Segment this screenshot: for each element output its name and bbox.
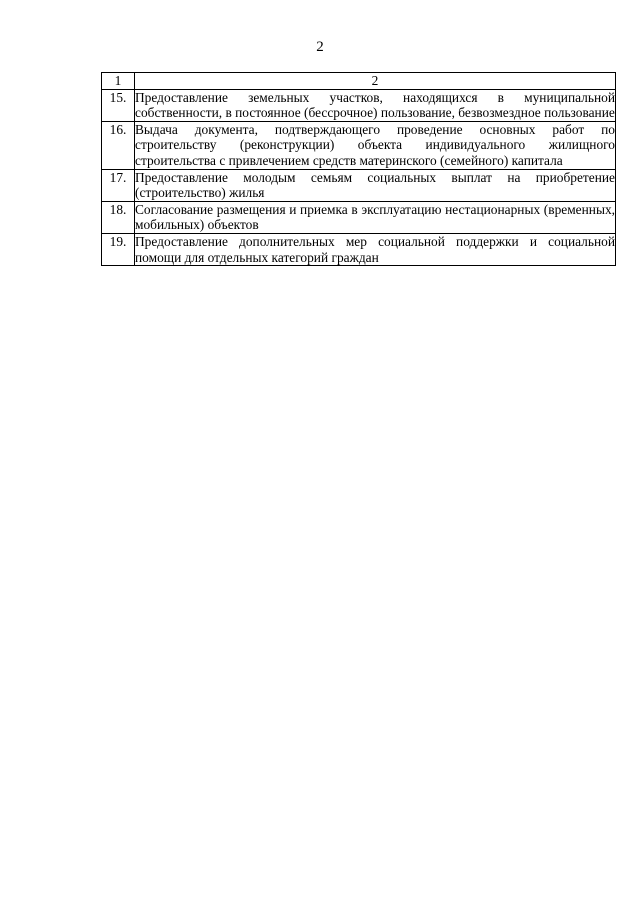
page-number: 2 [316, 39, 324, 55]
header-cell-number: 1 [102, 73, 135, 90]
table-row [102, 89, 616, 121]
table-row [102, 233, 616, 265]
row-number: 18. [102, 201, 135, 233]
row-number: 17. [102, 169, 135, 201]
table-row [102, 121, 616, 169]
table-row [102, 201, 616, 233]
row-text: Согласование размещения и приемка в эксплуатацию нестационарных (временных, мобильных) объектов [135, 201, 615, 233]
row-number: 16. [102, 121, 135, 169]
row-text: Предоставление земельных участков, находящихся в муниципальной собственности, в постоянное (бессрочное) пользование, безвозмездное пользование [135, 89, 615, 121]
row-text: Предоставление дополнительных мер социальной поддержки и социальной помощи для отдельных категорий граждан [135, 233, 615, 265]
table-header-row [102, 73, 616, 90]
row-number: 19. [102, 233, 135, 265]
row-text: Выдача документа, подтверждающего проведение основных работ по строительству (реконструкции) объекта индивидуального жилищного строительства с привлечением средств материнского (семейного) капитала [135, 121, 615, 168]
header-cell-name: 2 [135, 73, 616, 90]
row-text: Предоставление молодым семьям социальных выплат на приобретение (строительство) жилья [135, 169, 615, 201]
row-number: 15. [102, 89, 135, 121]
table-row [102, 169, 616, 201]
services-table [101, 72, 616, 266]
